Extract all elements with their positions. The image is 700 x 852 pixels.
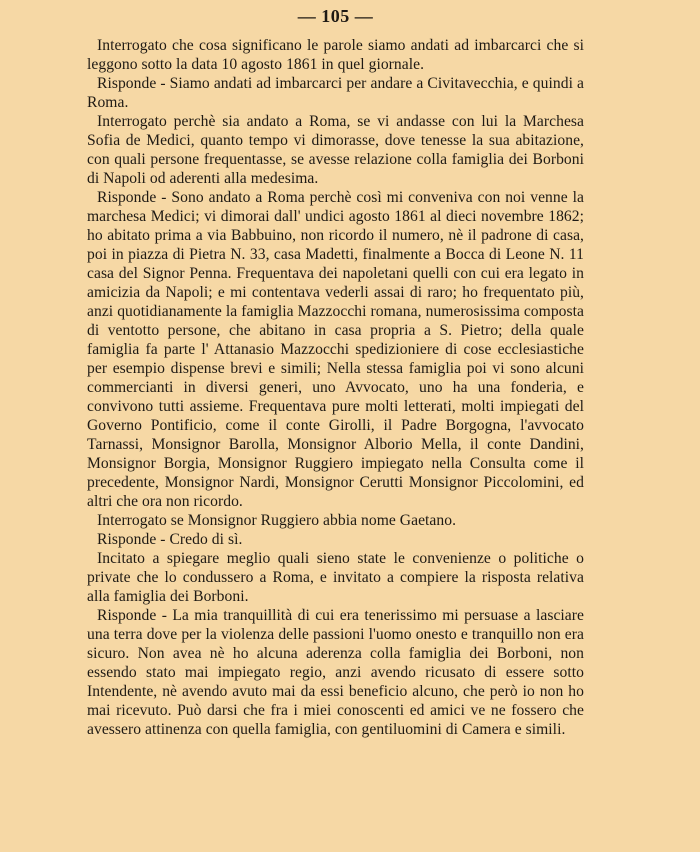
- paragraph-text: La mia tranquillità di cui era tenerissimo mi persuase a lasciare una terra dove per la violenza delle passioni l'uomo onesto e tranquillo non era sicuro. Non avea nè ho alcuna aderenza colla famiglia dei Borboni, non essendo stato mai impiegato regio, anzi avendo ricusato di essere sotto Intendente, nè avendo avuto mai da essi beneficio alcuno, che però io non ho mai ricevuto. Può darsi che fra i miei conoscenti ed amici ve ne fossero che avessero attinenza con quella famiglia, con gentiluomini di Camera e simili.: [87, 607, 584, 738]
- speaker-label: Risponde -: [97, 531, 166, 548]
- paragraph-answer-2: [87, 188, 584, 511]
- speaker-label: Risponde -: [97, 75, 166, 92]
- paragraph-text: Credo di sì.: [165, 531, 243, 548]
- paragraph-answer-1: [87, 74, 584, 112]
- page-number-text: — 105 —: [297, 6, 374, 26]
- paragraph-question-1: [87, 36, 584, 74]
- paragraph-answer-4: [87, 606, 584, 739]
- paragraph-question-3: [87, 511, 584, 530]
- paragraph-question-4: [87, 549, 584, 606]
- paragraph-text: Interrogato che cosa significano le parole siamo andati ad imbarcarci che si leggono sotto la data 10 agosto 1861 in quel giornale.: [87, 37, 584, 73]
- paragraph-text: Interrogato perchè sia andato a Roma, se vi andasse con lui la Marchesa Sofia de Medici, quanto tempo vi dimorasse, dove tenesse la sua abitazione, con quali persone frequentasse, se avesse relazione colla famiglia dei Borboni di Napoli od aderenti alla medesima.: [87, 113, 584, 187]
- paragraph-question-2: [87, 112, 584, 188]
- paragraph-text: Siamo andati ad imbarcarci per andare a Civitavecchia, e quindi a Roma.: [87, 75, 584, 111]
- page-number: [87, 4, 584, 28]
- paragraph-text: Sono andato a Roma perchè così mi conveniva con noi venne la marchesa Medici; vi dimorai dall' undici agosto 1861 al dieci novembre 1862; ho abitato prima a via Babbuino, non ricordo il numero, nè il padrone di casa, poi in piazza di Pietra N. 33, casa Madetti, finalmente a Bocca di Leone N. 11 casa del Signor Penna. Frequentava dei napoletani quelli con cui era legato in amicizia da Napoli; e mi contentava vederli assai di raro; ho frequentato più, anzi quotidianamente la famiglia Mazzocchi romana, numerosissima composta di ventotto persone, che abitano in casa propria a S. Pietro; della quale famiglia fa parte l' Attanasio Mazzocchi spedizioniere di cose ecclesiastiche per esempio dispense brevi e simili; Nella stessa famiglia poi vi sono alcuni commercianti in diversi generi, uno Avvocato, uno ha una fonderia, e convivono tutti assieme. Frequentava pure molti letterati, molti impiegati del Governo Pontificio, come il conte Girolli, il Padre Borgogna, l'avvocato Tarnassi, Monsignor Barolla, Monsignor Alborio Mella, il conte Dandini, Monsignor Borgia, Monsignor Ruggiero impiegato nella Consulta come il precedente, Monsignor Nardi, Monsignor Cerutti Monsignor Piccolomini, ed altri che ora non ricordo.: [87, 189, 584, 510]
- paragraph-text: Interrogato se Monsignor Ruggiero abbia nome Gaetano.: [97, 512, 457, 529]
- speaker-label: Risponde -: [97, 607, 167, 624]
- paragraph-answer-3: [87, 530, 584, 549]
- paragraph-text: Incitato a spiegare meglio quali sieno state le convenienze o politiche o private che lo condussero a Roma, e invitato a compiere la risposta relativa alla famiglia dei Borboni.: [87, 550, 584, 605]
- speaker-label: Risponde -: [97, 189, 167, 206]
